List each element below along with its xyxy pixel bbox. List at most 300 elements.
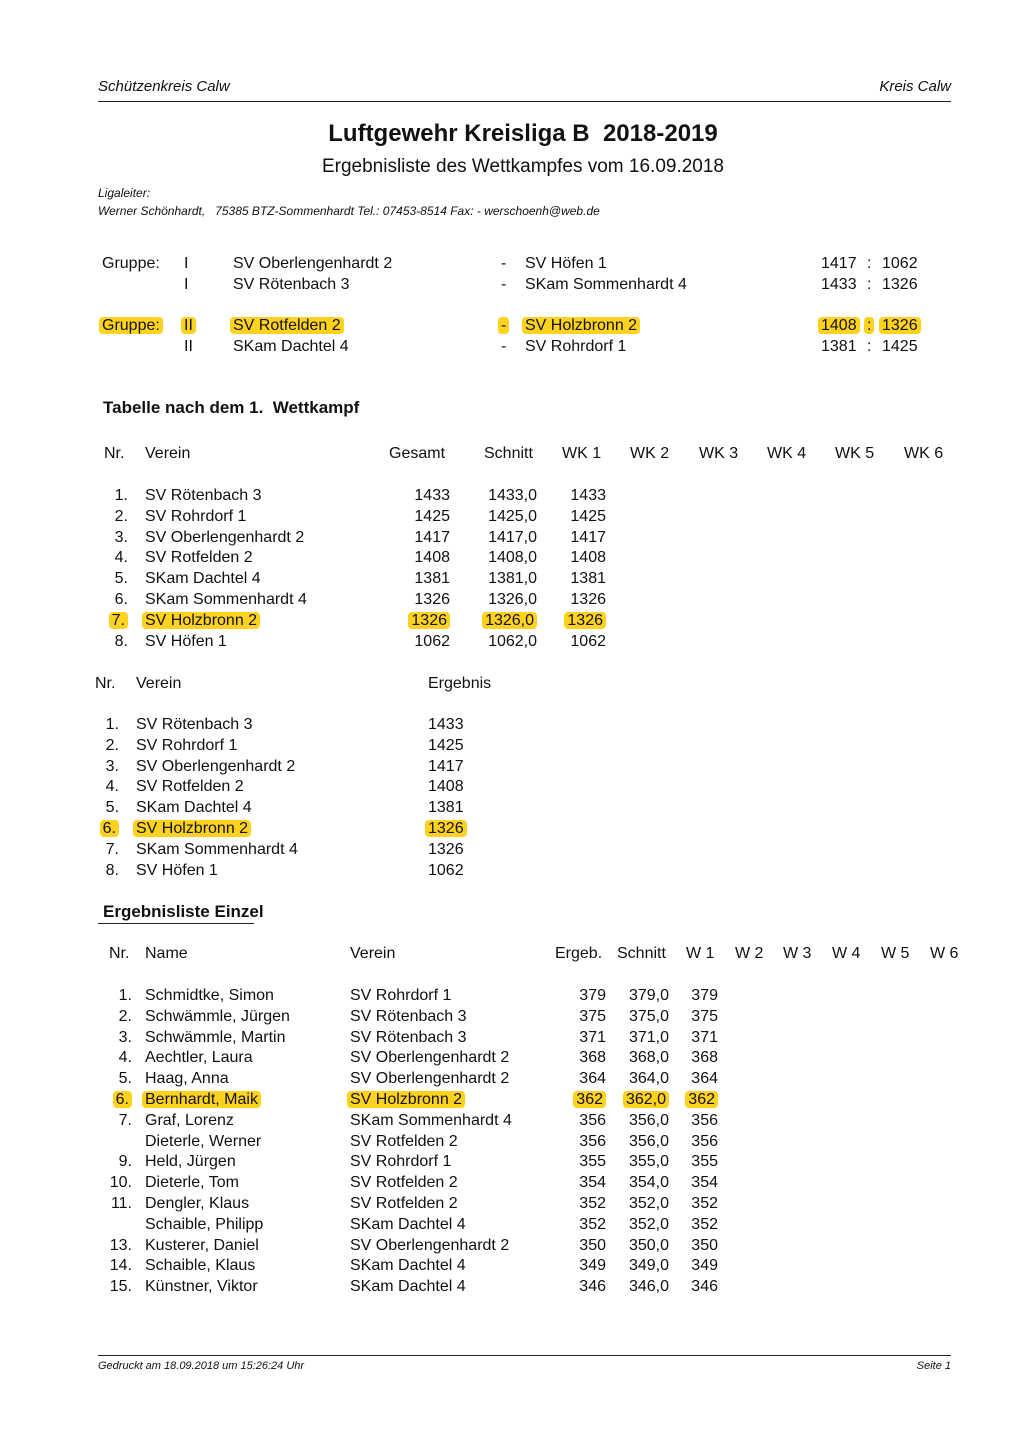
header-wk1: WK 1: [562, 445, 602, 462]
result-cell: [428, 714, 464, 735]
footer-rule: [98, 1355, 951, 1356]
result-cell: [428, 860, 464, 881]
total: 1326: [408, 612, 450, 629]
club-name: SKam Sommenhardt 4: [145, 591, 307, 608]
header-nr-cell: [104, 443, 124, 464]
club-name-cell: [136, 776, 244, 797]
header-w3: W 3: [783, 945, 812, 962]
einzel-title: Ergebnisliste Einzel: [103, 902, 264, 921]
table-row: [0, 839, 1024, 860]
header-nr: Nr.: [109, 945, 130, 962]
w1-score-cell: [691, 1214, 718, 1235]
table-row: [0, 485, 1024, 506]
club-name: SV Rohrdorf 1: [145, 507, 247, 525]
rank: 1.: [105, 716, 119, 733]
result-cell: [579, 1276, 606, 1297]
total-cell: [411, 610, 450, 631]
header-name: Name: [145, 945, 188, 962]
average-cell: [629, 1027, 669, 1048]
total: 1417: [414, 528, 450, 546]
w1-score-cell: [691, 1110, 718, 1131]
club-name: SV Oberlengenhardt 2: [350, 1070, 510, 1088]
rank-cell: [106, 714, 119, 735]
shooter-name-cell: [145, 1110, 234, 1131]
rank-cell: [106, 776, 119, 797]
wk1-score-cell: [570, 568, 606, 589]
shooter-name: Schwämmle, Jürgen: [145, 1007, 290, 1025]
shooter-name-cell: [145, 1047, 253, 1068]
club-name-cell: [350, 1235, 509, 1256]
header-name-cell: [145, 943, 188, 964]
total-cell: [414, 506, 450, 527]
rank: 5.: [105, 799, 119, 817]
rank-cell: [119, 1027, 132, 1048]
wk1-score-cell: [570, 506, 606, 527]
shooter-name-cell: [145, 1193, 249, 1214]
club-name: SKam Sommenhardt 4: [350, 1111, 512, 1129]
total: 1408: [414, 549, 450, 567]
rank: 5.: [114, 570, 128, 588]
home-score: 1408: [818, 317, 860, 334]
header-w4-cell: [832, 943, 860, 964]
club-name-cell: [145, 547, 253, 568]
rank-cell: [119, 1068, 132, 1089]
away-team-cell: [525, 315, 640, 336]
club-name: SKam Dachtel 4: [350, 1257, 466, 1275]
shooter-name-cell: [145, 1276, 258, 1297]
group-number-cell: [184, 315, 196, 336]
w1-score: 350: [691, 1236, 718, 1254]
rank-cell: [106, 735, 119, 756]
result-cell: [579, 1172, 606, 1193]
w1-score: 356: [691, 1111, 718, 1129]
shooter-name-cell: [145, 1255, 255, 1276]
shooter-name: Dengler, Klaus: [145, 1195, 250, 1212]
header-nr-cell: [109, 943, 129, 964]
rank-cell: [119, 985, 132, 1006]
result: 346: [579, 1278, 606, 1296]
score-colon-cell: [867, 336, 871, 357]
average-cell: [629, 1172, 669, 1193]
header-wk6-cell: [904, 443, 943, 464]
header-verein: Verein: [350, 945, 396, 962]
table-row: [0, 985, 1024, 1006]
shooter-name-cell: [145, 1214, 263, 1235]
w1-score: 362: [685, 1091, 718, 1108]
shooter-name-cell: [145, 1131, 261, 1152]
table-row: [0, 547, 1024, 568]
w1-score: 371: [691, 1028, 718, 1046]
wk1-score: 1062: [570, 632, 606, 650]
club-name: SV Rotfelden 2: [136, 778, 244, 796]
rank-cell: [116, 1089, 132, 1110]
club-name: SV Rotfelden 2: [350, 1174, 458, 1192]
rank: 8.: [105, 861, 119, 879]
header-nr: Nr.: [95, 675, 116, 692]
shooter-name: Schaible, Klaus: [145, 1257, 256, 1275]
header-wk5: WK 5: [835, 445, 875, 462]
average: 364,0: [628, 1070, 669, 1088]
result-cell: [579, 1131, 606, 1152]
club-name-cell: [350, 1214, 466, 1235]
home-team-cell: [233, 253, 392, 274]
page-title: Luftgewehr Kreisliga B 2018-2019: [328, 120, 718, 147]
result: 379: [579, 987, 606, 1004]
w1-score-cell: [691, 1276, 718, 1297]
rank-cell: [103, 818, 119, 839]
rank: 11.: [110, 1195, 132, 1212]
average-cell: [629, 985, 669, 1006]
result: 352: [579, 1195, 606, 1212]
club-name: SV Rötenbach 3: [350, 1028, 467, 1046]
header-schnitt-cell: [484, 443, 533, 464]
rank-cell: [106, 797, 119, 818]
wk1-score-cell: [570, 547, 606, 568]
away-score: 1062: [882, 255, 918, 272]
average: 368,0: [628, 1049, 669, 1067]
match-separator-cell: [501, 315, 509, 336]
match-separator: -: [498, 317, 509, 334]
table-row: [0, 1047, 1024, 1068]
header-w5-cell: [881, 943, 909, 964]
club-name-cell: [145, 631, 227, 652]
club-name: SV Oberlengenhardt 2: [145, 528, 305, 546]
shooter-name-cell: [145, 1172, 239, 1193]
shooter-name-cell: [145, 1151, 236, 1172]
rank-cell: [115, 631, 128, 652]
result-cell: [428, 735, 464, 756]
wk1-score-cell: [570, 527, 606, 548]
header-wk2: WK 2: [630, 445, 670, 462]
average: 352,0: [628, 1215, 669, 1233]
club-name-cell: [350, 1276, 466, 1297]
total-cell: [414, 485, 450, 506]
home-team: SV Oberlengenhardt 2: [233, 255, 393, 272]
club-name: SKam Dachtel 4: [136, 799, 252, 817]
result: 349: [579, 1257, 606, 1275]
rank: 3.: [105, 757, 119, 775]
club-name: SV Rotfelden 2: [350, 1132, 458, 1150]
club-name-cell: [136, 797, 252, 818]
average-cell: [629, 1047, 669, 1068]
table-row: [0, 1151, 1024, 1172]
rank: 2.: [105, 736, 119, 754]
score-colon: :: [867, 338, 872, 355]
average-cell: [488, 589, 537, 610]
table-row: [0, 735, 1024, 756]
group-number: I: [184, 276, 189, 293]
shooter-name: Kusterer, Daniel: [145, 1236, 259, 1254]
away-score: 1326: [879, 317, 921, 334]
club-name-cell: [136, 714, 253, 735]
wk1-score: 1326: [564, 612, 606, 629]
header-rule: [98, 101, 951, 102]
average: 1417,0: [488, 528, 537, 546]
result-cell: [579, 1047, 606, 1068]
header-wk4: WK 4: [767, 445, 807, 462]
club-name: SV Holzbronn 2: [133, 820, 251, 837]
rank-cell: [115, 485, 128, 506]
table-row: [0, 1214, 1024, 1235]
average-cell: [626, 1089, 669, 1110]
total: 1062: [414, 632, 450, 650]
header-verein: Verein: [136, 675, 182, 692]
rank: 6.: [114, 591, 128, 608]
group-label-cell: [102, 253, 160, 274]
rank: 2.: [114, 507, 128, 525]
result-cell: [428, 839, 464, 860]
w1-score: 375: [691, 1007, 718, 1025]
header-nr-cell: [95, 673, 115, 694]
club-name-cell: [136, 839, 298, 860]
table-row: [0, 756, 1024, 777]
club-name: SV Rohrdorf 1: [136, 736, 238, 754]
club-name-cell: [136, 818, 251, 839]
average: 1062,0: [488, 632, 537, 650]
shooter-name-cell: [145, 1235, 259, 1256]
w1-score-cell: [691, 1027, 718, 1048]
table-row: [0, 797, 1024, 818]
total-cell: [414, 568, 450, 589]
result-cell: [579, 1006, 606, 1027]
average-cell: [629, 1151, 669, 1172]
away-team-cell: [525, 336, 626, 357]
club-name-cell: [145, 610, 260, 631]
rank: 2.: [118, 1007, 132, 1025]
table-row: [0, 714, 1024, 735]
average: 1433,0: [488, 487, 537, 504]
wk1-score-cell: [570, 631, 606, 652]
rank: 4.: [114, 549, 128, 567]
away-score-cell: [882, 315, 921, 336]
club-name-cell: [350, 1068, 509, 1089]
w1-score-cell: [691, 1068, 718, 1089]
average-cell: [629, 1131, 669, 1152]
header-w4: W 4: [832, 945, 861, 962]
home-team-cell: [233, 336, 349, 357]
result: 1326: [428, 840, 464, 858]
away-score-cell: [882, 274, 918, 295]
rank: 7.: [109, 612, 128, 629]
match-separator: -: [501, 338, 507, 355]
header-verein: Verein: [145, 445, 191, 462]
average-cell: [629, 1006, 669, 1027]
ligaleiter-text: Werner Schönhardt, 75385 BTZ-Sommenhardt Tel.: 07453-8514 Fax: - werschoenh@web.de: [98, 204, 600, 218]
w1-score-cell: [691, 1006, 718, 1027]
table-row: [0, 527, 1024, 548]
average: 1381,0: [488, 570, 537, 588]
match-row: [0, 253, 1024, 274]
score-colon-cell: [867, 274, 871, 295]
average: 354,0: [628, 1174, 669, 1192]
club-name: SKam Dachtel 4: [350, 1278, 466, 1296]
score-colon: :: [867, 255, 872, 272]
average-cell: [629, 1255, 669, 1276]
wk1-score: 1408: [570, 549, 606, 567]
shooter-name: Dieterle, Tom: [145, 1174, 239, 1192]
rank: 4.: [105, 778, 119, 796]
w1-score-cell: [688, 1089, 718, 1110]
shooter-name: Graf, Lorenz: [145, 1111, 234, 1129]
table2-header-row: [0, 673, 1024, 694]
wk1-score: 1381: [570, 570, 606, 588]
w1-score-cell: [691, 1255, 718, 1276]
w1-score-cell: [691, 1151, 718, 1172]
table1-title: Tabelle nach dem 1. Wettkampf: [103, 398, 360, 417]
result-cell: [428, 818, 467, 839]
average-cell: [629, 1235, 669, 1256]
header-gesamt-cell: [389, 443, 445, 464]
total-cell: [414, 527, 450, 548]
average: 1408,0: [488, 549, 537, 567]
away-score-cell: [882, 253, 918, 274]
average: 371,0: [628, 1028, 669, 1046]
rank: 1.: [114, 487, 128, 504]
club-name: SV Holzbronn 2: [142, 612, 260, 629]
w1-score: 355: [691, 1153, 718, 1171]
club-name: SV Höfen 1: [145, 632, 227, 650]
rank-cell: [110, 1235, 132, 1256]
shooter-name: Dieterle, Werner: [145, 1132, 262, 1150]
average: 346,0: [628, 1278, 669, 1296]
rank: 13.: [109, 1236, 132, 1254]
club-name: SV Rötenbach 3: [350, 1007, 467, 1025]
table-row: [0, 506, 1024, 527]
table-row: [0, 1006, 1024, 1027]
w1-score-cell: [691, 1235, 718, 1256]
rank-cell: [119, 1110, 132, 1131]
home-score: 1417: [821, 255, 857, 272]
header-schnitt: Schnitt: [484, 445, 533, 462]
club-name-cell: [145, 527, 304, 548]
total: 1326: [414, 591, 450, 608]
w1-score-cell: [691, 1131, 718, 1152]
match-row: [0, 274, 1024, 295]
away-team-cell: [525, 274, 687, 295]
wk1-score: 1326: [570, 591, 606, 608]
result: 362: [573, 1091, 606, 1108]
club-name-cell: [350, 1006, 467, 1027]
score-colon-cell: [867, 315, 874, 336]
header-wk5-cell: [835, 443, 874, 464]
average: 349,0: [628, 1257, 669, 1275]
average-cell: [629, 1214, 669, 1235]
w1-score-cell: [691, 985, 718, 1006]
result-cell: [579, 1151, 606, 1172]
rank: 9.: [118, 1153, 132, 1171]
result-cell: [579, 985, 606, 1006]
shooter-name: Künstner, Viktor: [145, 1278, 258, 1296]
table-row: [0, 776, 1024, 797]
average-cell: [488, 547, 537, 568]
header-w2-cell: [735, 943, 763, 964]
total-cell: [414, 589, 450, 610]
rank-cell: [106, 756, 119, 777]
group-number-cell: [184, 336, 193, 357]
rank-cell: [115, 527, 128, 548]
rank: 15.: [109, 1278, 132, 1296]
rank: 4.: [118, 1049, 132, 1067]
total: 1381: [414, 570, 450, 588]
away-team-cell: [525, 253, 607, 274]
result: 1433: [428, 716, 464, 733]
table-row: [0, 1172, 1024, 1193]
result-cell: [579, 1235, 606, 1256]
rank: 7.: [118, 1111, 132, 1129]
club-name-cell: [350, 1027, 467, 1048]
rank: 5.: [118, 1070, 132, 1088]
club-name: SV Rohrdorf 1: [350, 987, 452, 1004]
match-separator-cell: [501, 253, 506, 274]
table-row: [0, 1255, 1024, 1276]
result: 1326: [425, 820, 467, 837]
club-name: SV Rotfelden 2: [145, 549, 253, 567]
match-separator-cell: [501, 336, 506, 357]
club-name-cell: [145, 485, 262, 506]
header-w5: W 5: [881, 945, 910, 962]
average-cell: [488, 568, 537, 589]
header-wk4-cell: [767, 443, 806, 464]
group-number: II: [181, 317, 196, 334]
table-row: [0, 589, 1024, 610]
away-team: SV Rohrdorf 1: [525, 338, 627, 355]
average: 375,0: [628, 1007, 669, 1025]
total: 1425: [414, 507, 450, 525]
home-score-cell: [821, 315, 860, 336]
wk1-score-cell: [570, 589, 606, 610]
result-cell: [579, 1110, 606, 1131]
average-cell: [485, 610, 537, 631]
wk1-score-cell: [567, 610, 606, 631]
shooter-name: Bernhardt, Maik: [142, 1091, 261, 1108]
away-team: SKam Sommenhardt 4: [525, 276, 687, 293]
shooter-name: Schaible, Philipp: [145, 1215, 264, 1233]
result: 350: [579, 1236, 606, 1254]
home-score-cell: [821, 336, 857, 357]
w1-score-cell: [691, 1193, 718, 1214]
header-gesamt: Gesamt: [389, 445, 446, 462]
result: 1408: [428, 778, 464, 796]
rank: 7.: [105, 840, 119, 858]
header-wk1-cell: [562, 443, 601, 464]
footer-printed: Gedruckt am 18.09.2018 um 15:26:24 Uhr: [98, 1360, 305, 1372]
result: 1417: [428, 757, 464, 775]
shooter-name: Schwämmle, Martin: [145, 1028, 286, 1046]
match-separator: -: [501, 276, 507, 293]
einzel-header-row: [0, 943, 1024, 964]
club-name: SKam Dachtel 4: [350, 1215, 466, 1233]
w1-score: 352: [691, 1195, 718, 1212]
away-team: SV Holzbronn 2: [522, 317, 640, 334]
total: 1433: [414, 487, 450, 504]
result: 364: [579, 1070, 606, 1088]
result-cell: [428, 756, 464, 777]
rank-cell: [115, 506, 128, 527]
table-row: [0, 818, 1024, 839]
shooter-name: Schmidtke, Simon: [145, 987, 274, 1004]
match-separator-cell: [501, 274, 506, 295]
average-cell: [488, 631, 537, 652]
score-colon: :: [867, 276, 872, 293]
w1-score: 364: [691, 1070, 718, 1088]
header-w1-cell: [686, 943, 714, 964]
club-name-cell: [145, 589, 307, 610]
header-verein-cell: [350, 943, 395, 964]
club-name: SV Rötenbach 3: [136, 716, 253, 733]
rank-cell: [115, 589, 128, 610]
club-name-cell: [136, 735, 237, 756]
header-schnitt: Schnitt: [617, 945, 666, 962]
